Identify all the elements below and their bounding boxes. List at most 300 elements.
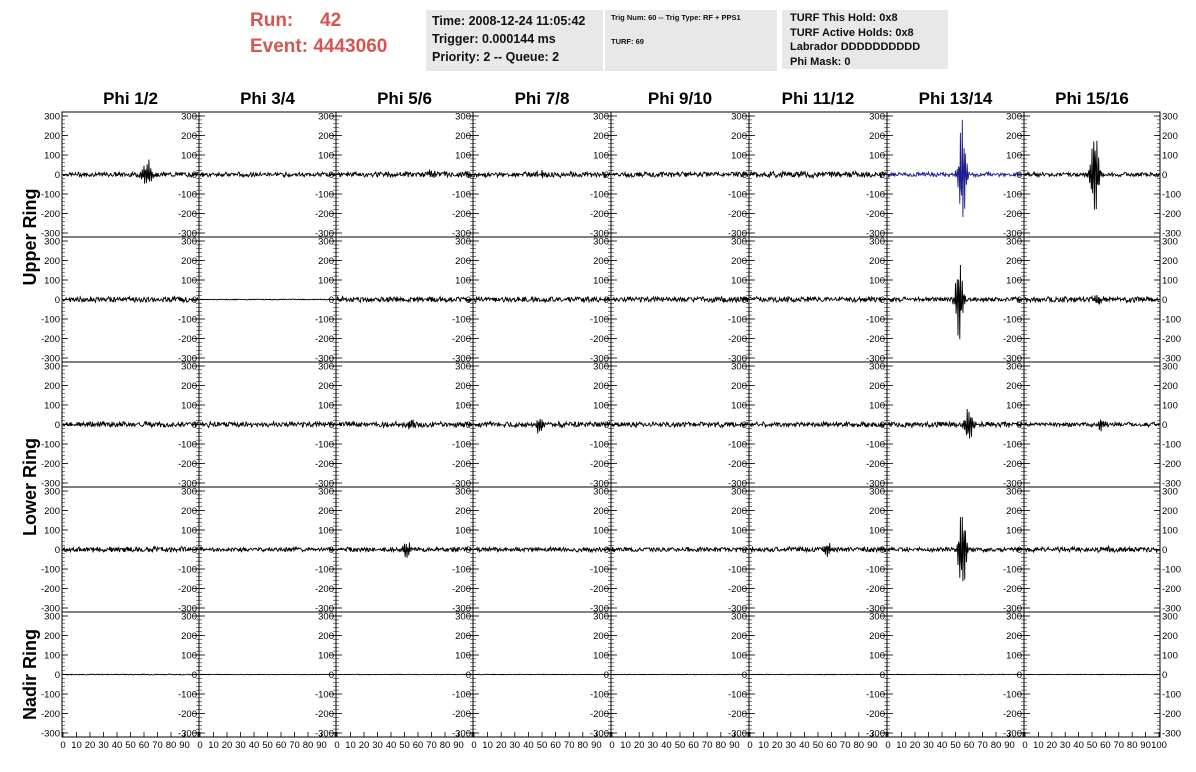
x-tick-label: 10 [758,740,769,751]
x-tick-label: 0 [747,740,753,751]
y-tick-label: -200 [40,459,60,470]
y-tick-label: -100 [727,689,747,701]
waveform-panel [1003,237,1181,365]
y-tick-label: 300 [869,611,885,623]
y-tick-label: 0 [741,295,747,306]
y-tick-label: 300 [593,236,609,248]
y-tick-label: 200 [181,256,197,267]
x-tick-label: 0 [609,740,615,751]
x-tick-label: 70 [839,740,851,751]
y-tick-label: 200 [1006,256,1022,267]
waveform-trace [200,422,335,428]
y-tick-label: 0 [603,545,609,556]
y-tick-label: 200 [1006,631,1022,642]
waveform-panel [178,112,336,240]
y-tick-label: -300 [40,728,60,740]
y-tick-label: 200 [593,631,609,642]
waveform-trace [200,172,335,177]
x-tick-label: 20 [771,740,783,751]
y-tick-label: 300 [455,236,471,248]
waveform-panel [315,487,473,615]
y-tick-label: -300 [451,353,471,365]
y-tick-label: -200 [314,584,334,595]
y-tick-label: 300 [1162,361,1178,373]
y-tick-label: -300 [314,478,334,490]
y-tick-label: 0 [191,545,197,556]
y-tick-label: 100 [44,150,60,162]
x-tick-label: 60 [688,740,699,751]
waveform-trace [750,297,886,303]
y-tick-label: 200 [318,256,334,267]
y-tick-label: -300 [727,228,747,240]
waveform-trace [200,547,335,552]
y-tick-label: -200 [727,459,747,470]
timing-info-box [426,10,603,71]
y-tick-label: 200 [731,256,747,267]
waveform-panel [866,362,1024,490]
waveform-panel [866,112,1024,240]
y-tick-label: -300 [589,728,609,740]
y-tick-label: -300 [727,603,747,615]
y-tick-label: -200 [451,334,471,345]
y-tick-label: -300 [1002,603,1022,615]
y-tick-label: 0 [603,295,609,306]
waveform-panel [41,237,199,365]
x-tick-label: 20 [633,740,645,751]
y-tick-label: 300 [44,111,60,123]
y-tick-label: 300 [455,611,471,623]
x-tick-label: 60 [963,740,975,751]
y-tick-label: -200 [1162,709,1182,720]
y-tick-label: 100 [1006,150,1022,162]
y-tick-label: 200 [869,631,885,642]
x-tick-label: 40 [661,740,672,751]
waveform-panel [315,362,473,490]
y-tick-label: -300 [177,353,197,365]
y-tick-label: -300 [451,478,471,490]
y-tick-label: 200 [869,506,885,517]
y-tick-label: 200 [1006,131,1022,142]
y-tick-label: -100 [865,439,885,451]
priority-text: Priority: 2 -- Queue: 2 [432,50,560,64]
waveform-panel [41,487,199,615]
y-tick-label: 300 [593,486,609,498]
waveform-trace [474,419,610,434]
y-tick-label: -100 [1002,314,1022,326]
waveform-panel [452,487,611,615]
x-tick-label: 60 [1100,740,1111,751]
row-label: Lower Ring [20,438,40,536]
y-tick-label: 0 [54,170,60,181]
y-tick-label: 300 [455,111,471,123]
y-tick-label: 300 [318,611,334,623]
x-tick-label: 50 [1086,740,1098,751]
y-tick-label: 200 [731,506,747,517]
y-tick-label: 100 [44,275,60,287]
waveform-trace [474,674,610,675]
y-tick-label: -100 [40,689,60,701]
x-tick-label: 100 [1151,740,1167,751]
x-tick-label: 90 [591,740,602,751]
waveform-panel [590,612,749,752]
y-tick-label: -300 [1162,603,1182,615]
y-tick-label: -300 [314,603,334,615]
y-tick-label: 100 [1006,275,1022,287]
y-tick-label: -300 [589,603,609,615]
y-tick-label: 300 [731,361,747,373]
column-header: Phi 15/16 [1055,89,1129,108]
y-tick-label: 100 [1162,150,1178,162]
y-tick-label: -300 [40,478,60,490]
y-tick-label: 100 [181,400,197,412]
y-tick-label: -300 [727,478,747,490]
x-tick-label: 70 [289,740,300,751]
y-tick-label: 0 [54,670,60,681]
y-tick-label: -200 [314,459,334,470]
x-tick-label: 90 [316,740,327,751]
run-event-box [250,8,418,70]
x-tick-label: 80 [577,740,589,751]
y-tick-label: 0 [1162,170,1168,181]
y-tick-label: 0 [879,295,885,306]
run-value: 42 [320,10,342,31]
y-tick-label: -100 [1002,439,1022,451]
y-tick-label: 100 [869,150,885,162]
y-tick-label: -100 [177,564,197,576]
waveform-trace [474,297,610,303]
trigger-text: Trigger: 0.000144 ms [432,32,556,46]
y-tick-label: 200 [869,256,885,267]
waveform-trace [612,172,748,178]
x-tick-label: 50 [950,740,961,751]
turf-active-text: TURF Active Holds: 0x8 [790,26,914,39]
x-tick-label: 10 [620,740,631,751]
y-tick-label: 300 [44,236,60,248]
y-tick-label: -100 [589,689,609,701]
y-tick-label: 200 [455,631,471,642]
y-tick-label: -100 [865,564,885,576]
waveform-trace [63,547,198,553]
x-tick-label: 70 [152,740,163,751]
y-tick-label: 100 [455,150,471,162]
y-tick-label: 100 [869,525,885,537]
waveform-panel [178,487,336,615]
y-tick-label: -300 [1162,353,1182,365]
y-tick-label: 100 [1162,650,1178,662]
y-tick-label: 100 [318,525,334,537]
y-tick-label: -100 [865,314,885,326]
y-tick-label: -300 [177,478,197,490]
x-tick-label: 0 [334,740,340,751]
y-tick-label: 0 [1016,420,1022,431]
x-tick-label: 40 [248,740,260,751]
y-tick-label: 100 [593,150,609,162]
y-tick-label: 300 [181,486,197,498]
y-tick-label: 0 [465,170,471,181]
y-tick-label: 100 [318,400,334,412]
y-tick-label: -200 [865,709,885,720]
x-tick-label: 10 [896,740,907,751]
y-tick-label: -300 [451,603,471,615]
y-tick-label: -200 [865,209,885,220]
y-tick-label: -300 [40,353,60,365]
y-tick-label: -300 [865,728,885,740]
y-tick-label: -200 [40,584,60,595]
y-tick-label: -300 [314,728,334,740]
y-tick-label: 200 [593,131,609,142]
y-tick-label: 200 [455,506,471,517]
y-tick-label: 100 [44,525,60,537]
y-tick-label: 300 [44,361,60,373]
y-tick-label: 0 [741,170,747,181]
y-tick-label: 0 [1016,170,1022,181]
y-tick-label: -300 [451,228,471,240]
waveform-trace [1025,295,1159,305]
x-tick-label: 20 [358,740,370,751]
y-tick-label: -300 [314,353,334,365]
waveform-trace [63,160,198,184]
x-tick-label: 10 [482,740,493,751]
row-label: Nadir Ring [20,628,40,721]
y-tick-label: 200 [318,381,334,392]
y-tick-label: 0 [328,670,334,681]
y-tick-label: 100 [318,650,334,662]
x-tick-label: 50 [125,740,136,751]
waveform-trace [888,674,1023,675]
y-tick-label: -300 [1162,478,1182,490]
y-tick-label: 100 [731,150,747,162]
y-tick-label: 300 [1162,236,1178,248]
y-tick-label: 100 [731,650,747,662]
y-tick-label: 100 [1006,650,1022,662]
y-tick-label: -300 [177,603,197,615]
waveform-trace [200,674,335,675]
y-tick-label: 100 [181,275,197,287]
y-tick-label: 300 [731,236,747,248]
y-tick-label: 0 [54,545,60,556]
y-tick-label: 300 [44,486,60,498]
x-tick-label: 40 [1073,740,1084,751]
y-tick-label: 200 [593,256,609,267]
x-tick-label: 80 [302,740,314,751]
y-tick-label: -200 [1162,459,1182,470]
waveform-grid [0,80,1196,772]
waveform-panel [866,612,1024,752]
x-tick-label: 50 [674,740,686,751]
y-tick-label: 100 [455,275,471,287]
y-tick-label: 100 [1162,400,1178,412]
y-tick-label: 200 [869,131,885,142]
y-tick-label: 100 [455,650,471,662]
x-tick-label: 10 [71,740,82,751]
y-tick-label: -300 [451,728,471,740]
y-tick-label: -200 [177,459,197,470]
column-header: Phi 1/2 [103,89,158,108]
y-tick-label: 0 [1162,420,1168,431]
x-tick-label: 60 [138,740,150,751]
y-tick-label: -300 [177,728,197,740]
x-tick-label: 90 [179,740,190,751]
y-tick-label: -100 [40,314,60,326]
x-tick-label: 80 [990,740,1002,751]
y-tick-label: 300 [1162,111,1178,123]
y-tick-label: -300 [314,228,334,240]
y-tick-label: 300 [181,611,197,623]
y-tick-label: 100 [455,400,471,412]
x-tick-label: 30 [647,740,659,751]
waveform-trace [474,547,610,552]
event-header [0,0,1196,80]
y-tick-label: 300 [869,361,885,373]
y-tick-label: -200 [314,334,334,345]
y-tick-label: -200 [589,209,609,220]
y-tick-label: 300 [1006,486,1022,498]
x-tick-label: 90 [1140,740,1151,751]
waveform-trace [1025,420,1159,432]
y-tick-label: -200 [865,459,885,470]
y-tick-label: -200 [589,584,609,595]
y-tick-label: -100 [451,689,471,701]
run-label: Run: [250,10,294,31]
y-tick-label: 200 [1162,131,1178,142]
x-tick-label: 20 [1046,740,1058,751]
x-tick-label: 10 [1033,740,1044,751]
y-tick-label: 300 [181,361,197,373]
y-tick-label: 300 [731,111,747,123]
x-tick-label: 90 [453,740,464,751]
y-tick-label: 0 [741,670,747,681]
y-tick-label: -300 [1002,728,1022,740]
waveform-panel [728,237,887,365]
y-tick-label: 100 [181,150,197,162]
y-tick-label: 0 [603,670,609,681]
y-tick-label: 300 [318,111,334,123]
waveform-panel [452,237,611,365]
y-tick-label: 300 [593,361,609,373]
x-tick-label: 80 [1126,740,1138,751]
x-tick-label: 70 [977,740,988,751]
y-tick-label: 0 [741,420,747,431]
waveform-trace [337,170,472,178]
y-tick-label: 300 [1006,111,1022,123]
y-tick-label: -200 [451,709,471,720]
y-tick-label: 300 [869,111,885,123]
y-tick-label: -100 [1002,189,1022,201]
y-tick-label: 100 [181,525,197,537]
y-tick-label: 200 [1162,256,1178,267]
x-tick-label: 80 [439,740,451,751]
y-tick-label: 200 [181,381,197,392]
x-tick-label: 50 [812,740,824,751]
y-tick-label: 0 [465,670,471,681]
y-tick-label: 100 [1162,525,1178,537]
y-tick-label: 300 [318,361,334,373]
waveform-panel [178,612,336,752]
y-tick-label: 200 [455,256,471,267]
y-tick-label: -200 [40,209,60,220]
y-tick-label: 300 [455,361,471,373]
y-tick-label: 200 [869,381,885,392]
y-tick-label: -100 [1162,189,1182,201]
y-tick-label: 0 [1162,295,1168,306]
y-tick-label: 200 [1006,381,1022,392]
waveform-panel [41,112,199,240]
y-tick-label: -200 [1002,334,1022,345]
y-tick-label: 200 [318,131,334,142]
y-tick-label: 200 [318,631,334,642]
y-tick-label: -100 [314,189,334,201]
y-tick-label: -200 [589,709,609,720]
y-tick-label: -300 [865,478,885,490]
waveform-trace [750,674,886,675]
waveform-trace [1025,674,1159,675]
waveform-trace [63,297,198,303]
y-tick-label: 0 [328,170,334,181]
x-tick-label: 40 [111,740,123,751]
y-tick-label: 300 [869,486,885,498]
waveform-panel [315,112,473,240]
y-tick-label: -300 [865,603,885,615]
y-tick-label: -300 [865,228,885,240]
waveform-trace [888,120,1023,217]
waveform-trace [200,299,335,300]
y-tick-label: -200 [177,209,197,220]
y-tick-label: 200 [731,381,747,392]
y-tick-label: 0 [191,170,197,181]
y-tick-label: 200 [181,506,197,517]
y-tick-label: 200 [731,131,747,142]
trig-num-text: Trig Num: 60 -- Trig Type: RF + PPS1 [611,13,741,22]
y-tick-label: -100 [177,189,197,201]
x-tick-label: 50 [536,740,548,751]
y-tick-label: 0 [328,295,334,306]
y-tick-label: 200 [1162,631,1178,642]
y-tick-label: 100 [593,400,609,412]
waveform-trace [63,422,198,428]
waveform-trace [612,297,748,303]
waveform-trace [750,422,886,428]
waveform-panel [1003,487,1181,615]
y-tick-label: -200 [314,709,334,720]
waveform-panel [590,487,749,615]
y-tick-label: -300 [589,353,609,365]
y-tick-label: -100 [865,189,885,201]
y-tick-label: 100 [593,275,609,287]
y-tick-label: 200 [44,256,60,267]
x-tick-label: 20 [221,740,233,751]
waveform-panel [178,362,336,490]
y-tick-label: -300 [589,228,609,240]
y-tick-label: 300 [593,111,609,123]
waveform-panel [1003,362,1181,490]
y-tick-label: -100 [451,564,471,576]
y-tick-label: -100 [451,314,471,326]
y-tick-label: -300 [1002,353,1022,365]
x-tick-label: 10 [345,740,356,751]
y-tick-label: -200 [177,334,197,345]
x-tick-label: 30 [98,740,109,751]
y-tick-label: -200 [589,334,609,345]
waveform-panel [1003,112,1181,240]
y-tick-label: 100 [318,150,334,162]
waveform-trace [888,409,1023,439]
y-tick-label: -100 [1002,689,1022,701]
y-tick-label: -100 [40,439,60,451]
y-tick-label: 300 [593,611,609,623]
y-tick-label: -200 [727,709,747,720]
labrador-text: Labrador DDDDDDDDDD [790,41,921,53]
column-header: Phi 9/10 [647,89,713,108]
